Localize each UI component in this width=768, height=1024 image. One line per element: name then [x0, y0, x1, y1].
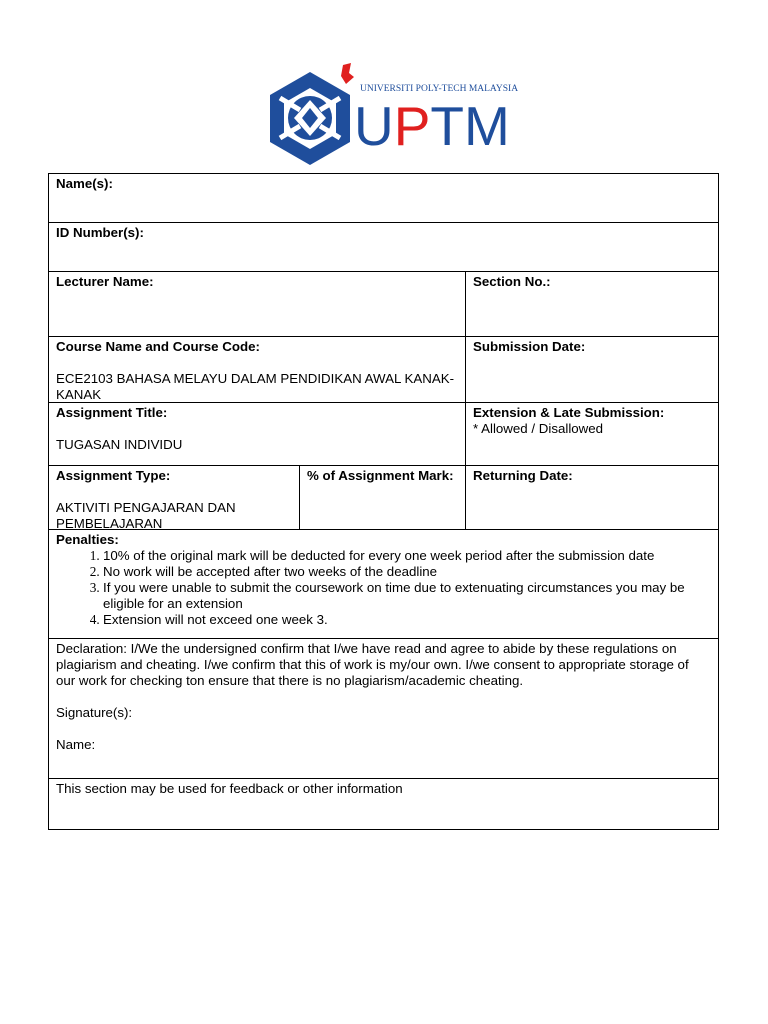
penalties-row	[49, 529, 718, 638]
flame-icon	[341, 63, 354, 84]
assignment-mark-label: % of Assignment Mark:	[299, 466, 465, 529]
assignment-cover-form	[48, 173, 719, 830]
course-cell	[49, 337, 465, 402]
penalties-cell	[49, 530, 718, 638]
assignment-title-cell	[49, 403, 465, 465]
penalties-list	[56, 548, 711, 628]
feedback-row	[49, 778, 718, 829]
feedback-text: This section may be used for feedback or other information	[56, 781, 403, 796]
uptm-logo	[250, 58, 520, 166]
assignment-title-label: Assignment Title:	[56, 405, 168, 420]
extension-value: * Allowed / Disallowed	[473, 421, 604, 436]
course-value: ECE2103 BAHASA MELAYU DALAM PENDIDIKAN AWAL KANAK-KANAK	[56, 371, 455, 402]
returning-date-label: Returning Date:	[465, 466, 718, 529]
submission-date-label: Submission Date:	[465, 337, 718, 402]
lecturer-row	[49, 271, 718, 336]
penalties-label: Penalties:	[56, 532, 119, 547]
university-name: UNIVERSITI POLY-TECH MALAYSIA	[360, 84, 519, 94]
declaration-row	[49, 638, 718, 778]
uptm-logo-graphic	[250, 58, 520, 166]
signature-label: Signature(s):	[56, 705, 133, 720]
lecturer-name-label: Lecturer Name:	[56, 274, 154, 289]
hexagon-emblem-icon	[270, 72, 350, 165]
names-label: Name(s):	[56, 176, 113, 191]
penalty-item: 3. If you were unable to submit the coursework on time due to extenuating circumstances you may be eligible for an extension	[103, 580, 711, 612]
names-row	[49, 174, 718, 222]
penalty-item: 1. 10% of the original mark will be deducted for every one week period after the submission date	[103, 548, 711, 564]
course-label: Course Name and Course Code:	[56, 339, 260, 354]
declaration-text: Declaration: I/We the undersigned confirm that I/we have read and agree to abide by these regulations on plagiarism and cheating. I/we confirm that this of work is my/our own. I/we consent to appropriate storage of our work for checking ton ensure that there is no plagiarism/academic cheating.	[56, 641, 689, 688]
assignment-title-row	[49, 402, 718, 465]
extension-label: Extension & Late Submission:	[473, 405, 665, 420]
declaration-cell	[49, 639, 718, 778]
assignment-type-label: Assignment Type:	[56, 468, 171, 483]
assignment-type-row	[49, 465, 718, 529]
penalty-item: 4. Extension will not exceed one week 3.	[103, 612, 711, 628]
extension-cell	[465, 403, 718, 465]
penalty-item: 2. No work will be accepted after two weeks of the deadline	[103, 564, 711, 580]
section-number-label: Section No.:	[465, 272, 718, 336]
assignment-title-value: TUGASAN INDIVIDU	[56, 437, 183, 452]
name-label: Name:	[56, 737, 96, 752]
id-number-label: ID Number(s):	[56, 225, 144, 240]
course-row	[49, 336, 718, 402]
wordmark: UPTM	[354, 95, 510, 157]
assignment-type-value: AKTIVITI PENGAJARAN DAN PEMBELAJARAN	[56, 500, 236, 531]
assignment-type-cell	[49, 466, 299, 529]
id-row	[49, 222, 718, 271]
